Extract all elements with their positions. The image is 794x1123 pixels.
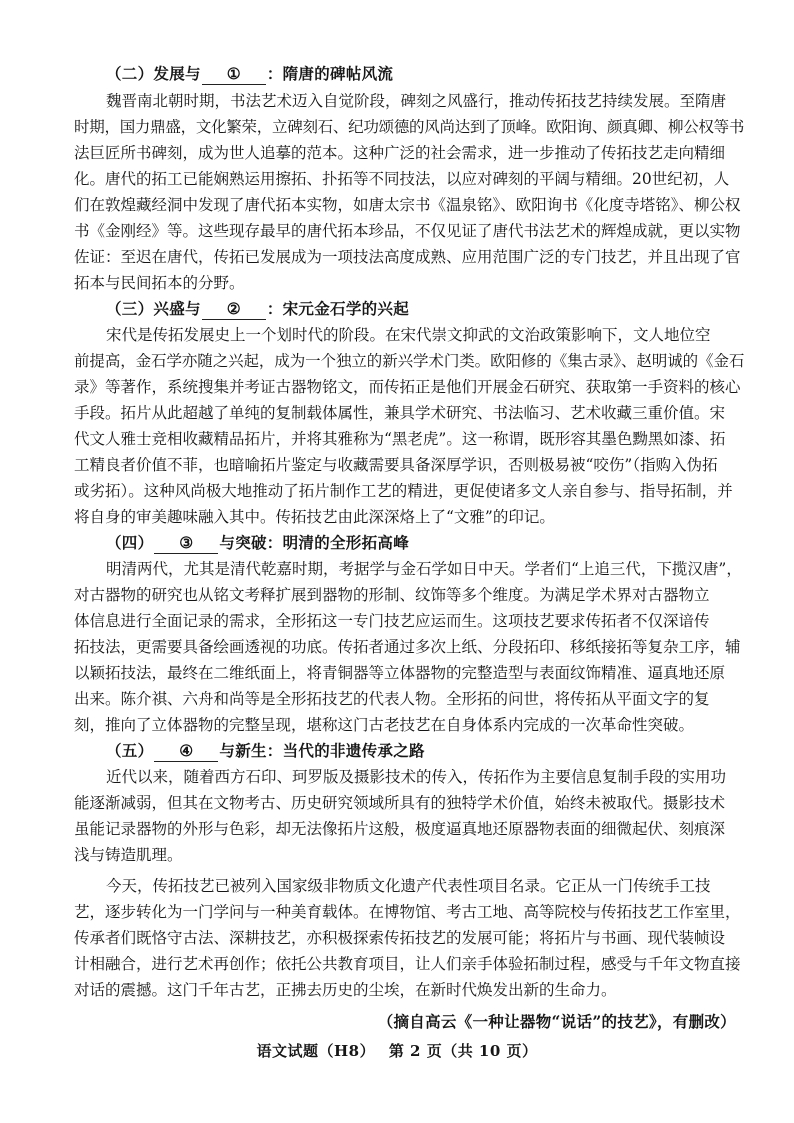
paragraph-line: 工精良者价值不菲，也暗喻拓片鉴定与收藏需要具备深厚学识，否则极易被“咬伤”（指购入伪拓: [74, 456, 718, 474]
page-number: 第 2 页（共 10 页）: [388, 1042, 538, 1060]
paragraph-line: 今天，传拓技艺已被列入国家级非物质文化遗产代表性项目名录。它正从一门传统手工技: [106, 877, 711, 895]
paragraph-line: 计相融合，进行艺术再创作；依托公共教育项目，让人们亲手体验拓制过程，感受与千年文物直接: [74, 955, 741, 973]
paragraph-line: 拓本与民间拓本的分野。: [74, 274, 245, 292]
paragraph-line: 近代以来，随着西方石印、珂罗版及摄影技术的传入，传拓作为主要信息复制手段的实用功: [106, 768, 727, 786]
paragraph-line: 代文人雅士竞相收藏精品拓片，并将其雅称为“黑老虎”。这一称谓，既形容其墨色黝黑如漆、拓: [74, 430, 726, 448]
paragraph-line: 出来。陈介祺、六舟和尚等是全形拓技艺的代表人物。全形拓的问世，将传拓从平面文字的复: [74, 690, 710, 708]
paragraph-line: 书《金刚经》等。这些现存最早的唐代拓本珍品，不仅见证了唐代书法艺术的辉煌成就，更以实物: [74, 222, 741, 240]
paragraph-line: 宋代是传拓发展史上一个划时代的阶段。在宋代崇文抑武的文治政策影响下，文人地位空: [106, 326, 711, 344]
answer-blank-4: ④: [154, 741, 218, 762]
paragraph-line: 明清两代，尤其是清代乾嘉时期，考据学与金石学如日中天。学者们“上追三代，下揽汉唐”，: [106, 560, 742, 578]
paragraph-line: 体信息进行全面记录的需求，全形拓这一专门技艺应运而生。这项技艺要求传拓者不仅深谙传: [74, 612, 710, 630]
section-heading: （五） ④ 与新生：当代的非遗传承之路: [106, 741, 425, 760]
source-citation: （摘自高云《一种让器物“说话”的技艺》，有删改）: [377, 1012, 736, 1031]
paragraph-line: 们在敦煌藏经洞中发现了唐代拓本实物，如唐太宗书《温泉铭》、欧阳询书《化度寺塔铭》、柳公权: [74, 196, 741, 214]
paragraph-line: 艺，逐步转化为一门学问与一种美育载体。在博物馆、考古工地、高等院校与传拓技艺工作室里，: [74, 903, 741, 921]
paragraph-line: 佐证：至迟在唐代，传拓已发展成为一项技法高度成熟、应用范围广泛的专门技艺，并且出现了官: [74, 248, 741, 266]
page-footer: [0, 1040, 794, 1061]
section-heading: （二）发展与 ① ：隋唐的碑帖风流: [106, 64, 394, 83]
paragraph-line: 将自身的审美趣味融入其中。传拓技艺由此深深烙上了“文雅”的印记。: [74, 508, 555, 526]
paragraph-line: 虽能记录器物的外形与色彩，却无法像拓片这般，极度逼真地还原器物表面的细微起伏、刻痕深: [74, 820, 726, 838]
paragraph-line: 化。唐代的拓工已能娴熟运用擦拓、扑拓等不同技法，以应对碑刻的平阔与精细。20世纪初，人: [74, 170, 730, 188]
paragraph-line: 法巨匠所书碑刻，成为世人追摹的范本。这种广泛的社会需求，进一步推动了传拓技艺走向精细: [74, 144, 726, 162]
section-heading: （四） ③ 与突破：明清的全形拓高峰: [106, 533, 410, 552]
paragraph-line: 拓技法，更需要具备绘画透视的功底。传拓者通过多次上纸、分段拓印、移纸接拓等复杂工序，辅: [74, 638, 741, 656]
paragraph-line: 录》等著作，系统搜集并考证古器物铭文，而传拓正是他们开展金石研究、获取第一手资料的核心: [74, 378, 741, 396]
exam-subject: 语文试题（H8）: [256, 1042, 376, 1060]
paragraph-line: 以颖拓技法，最终在二维纸面上，将青铜器等立体器物的完整造型与表面纹饰精准、逼真地还原: [74, 664, 726, 682]
paragraph-line: 传承者们既恪守古法、深耕技艺，亦积极探索传拓技艺的发展可能；将拓片与书画、现代装帧设: [74, 929, 726, 947]
paragraph-line: 前提高，金石学亦随之兴起，成为一个独立的新兴学术门类。欧阳修的《集古录》、赵明诚的《金石: [74, 352, 745, 370]
paragraph-line: 手段。拓片从此超越了单纯的复制载体属性，兼具学术研究、书法临习、艺术收藏三重价值。宋: [74, 404, 726, 422]
answer-blank-1: ①: [202, 64, 266, 85]
paragraph-line: 魏晋南北朝时期，书法艺术迈入自觉阶段，碑刻之风盛行，推动传拓技艺持续发展。至隋唐: [106, 92, 727, 110]
paragraph-line: 时期，国力鼎盛，文化繁荣，立碑刻石、纪功颂德的风尚达到了顶峰。欧阳询、颜真卿、柳公权等书: [74, 118, 745, 136]
paragraph-line: 浅与铸造肌理。: [74, 846, 183, 864]
paragraph-line: 对话的震撼。这门千年古艺，正拂去历史的尘埃，在新时代焕发出新的生命力。: [74, 981, 617, 999]
answer-blank-3: ③: [154, 533, 218, 554]
answer-blank-2: ②: [202, 299, 266, 320]
section-heading: （三）兴盛与 ② ：宋元金石学的兴起: [106, 299, 410, 318]
paragraph-line: 或劣拓）。这种风尚极大地推动了拓片制作工艺的精进，更促使诸多文人亲自参与、指导拓制，并: [74, 482, 733, 500]
paragraph-line: 能逐渐减弱，但其在文物考古、历史研究领域所具有的独特学术价值，始终未被取代。摄影技术: [74, 794, 726, 812]
paragraph-line: 对古器物的研究也从铭文考释扩展到器物的形制、纹饰等多个维度。为满足学术界对古器物立: [74, 586, 710, 604]
paragraph-line: 刻，推向了立体器物的完整呈现，堪称这门古老技艺在自身体系内完成的一次革命性突破。: [74, 716, 695, 734]
